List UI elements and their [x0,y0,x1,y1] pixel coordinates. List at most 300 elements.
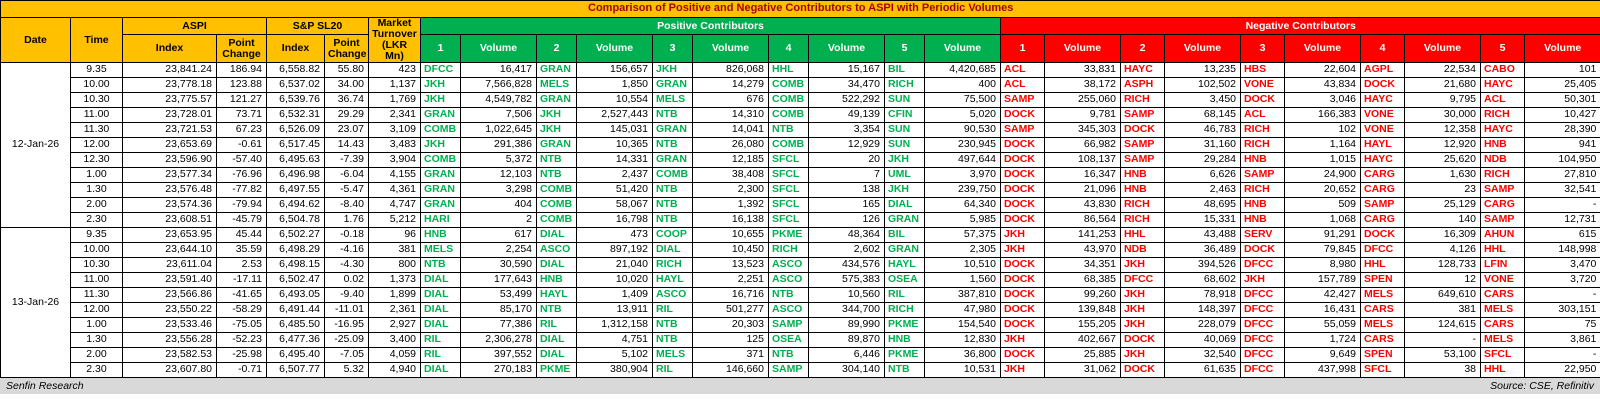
negative-volume-2-cell: 61,635 [1165,363,1241,378]
positive-volume-1-cell: 404 [461,198,537,213]
sp-index-cell: 6,495.40 [267,348,325,363]
positive-volume-1-cell: 16,417 [461,63,537,78]
sp-index-cell: 6,495.63 [267,153,325,168]
time-cell: 2.00 [71,198,123,213]
positive-ticker-5-cell: OSEA [885,273,925,288]
sp-point-change-cell: -8.40 [325,198,369,213]
aspi-index-cell: 23,576.48 [123,183,217,198]
aspi-index-cell: 23,653.95 [123,228,217,243]
negative-ticker-1-cell: DOCK [1001,153,1045,168]
sp-point-change-cell: -7.05 [325,348,369,363]
positive-volume-2-cell: 14,331 [577,153,653,168]
positive-ticker-3-cell: COOP [653,228,693,243]
positive-volume-4-cell: 7 [809,168,885,183]
negative-ticker-4-cell: DOCK [1361,228,1405,243]
sp-point-change-cell: -4.30 [325,258,369,273]
positive-ticker-2-cell: COMB [537,213,577,228]
positive-volume-5-cell: 154,540 [925,318,1001,333]
negative-volume-5-cell: 75 [1525,318,1600,333]
positive-volume-5-cell: 2,305 [925,243,1001,258]
negative-volume-4-cell: 9,795 [1405,93,1481,108]
positive-volume-2-cell: 897,192 [577,243,653,258]
positive-ticker-4-cell: HHL [769,63,809,78]
negative-ticker-4-cell: CARS [1361,333,1405,348]
positive-volume-3-cell: 20,303 [693,318,769,333]
positive-ticker-5-cell: NTB [885,363,925,378]
table-row [1,333,1600,348]
positive-ticker-2-cell: GRAN [537,63,577,78]
turnover-cell: 1,137 [369,78,421,93]
negative-ticker-4-cell: HHL [1361,258,1405,273]
negative-ticker-2-cell: DOCK [1121,363,1165,378]
positive-ticker-2-cell: MELS [537,78,577,93]
negative-volume-1-cell: 16,347 [1045,168,1121,183]
aspi-index-cell: 23,721.53 [123,123,217,138]
table-row [1,63,1600,78]
turnover-cell: 5,212 [369,213,421,228]
negative-ticker-5-cell: SAMP [1481,183,1525,198]
negative-volume-3-cell: 157,789 [1285,273,1361,288]
positive-volume-4-cell: 10,560 [809,288,885,303]
time-cell: 2.30 [71,213,123,228]
time-cell: 12.00 [71,303,123,318]
positive-ticker-2-cell: DIAL [537,258,577,273]
aspi-index-cell: 23,653.69 [123,138,217,153]
aspi-index-cell: 23,582.53 [123,348,217,363]
positive-ticker-2-cell: COMB [537,198,577,213]
negative-ticker-5-cell: SFCL [1481,348,1525,363]
positive-volume-5-cell: 12,830 [925,333,1001,348]
negative-volume-2-cell: 48,695 [1165,198,1241,213]
negative-ticker-1-cell: DOCK [1001,303,1045,318]
negative-ticker-2-cell: RICH [1121,93,1165,108]
positive-volume-2-cell: 13,911 [577,303,653,318]
negative-ticker-2-cell: SAMP [1121,108,1165,123]
negative-ticker-2-cell: HNB [1121,183,1165,198]
positive-ticker-1-cell: JKH [421,138,461,153]
negative-volume-4-cell: 1,630 [1405,168,1481,183]
negative-ticker-3-cell: ACL [1241,108,1285,123]
footer-bar [0,378,1600,394]
time-cell: 1.00 [71,318,123,333]
sp-index-cell: 6,496.98 [267,168,325,183]
positive-ticker-1-cell: RIL [421,348,461,363]
positive-rank-1-volume-header: Volume [461,35,537,63]
positive-rank-2-header: 2 [537,35,577,63]
sp-point-change-cell: 1.76 [325,213,369,228]
positive-ticker-1-cell: JKH [421,93,461,108]
negative-volume-3-cell: 55,059 [1285,318,1361,333]
negative-volume-4-cell: 12 [1405,273,1481,288]
negative-volume-1-cell: 43,830 [1045,198,1121,213]
negative-volume-2-cell: 32,540 [1165,348,1241,363]
negative-volume-2-cell: 6,626 [1165,168,1241,183]
positive-rank-4-header: 4 [769,35,809,63]
positive-volume-1-cell: 3,298 [461,183,537,198]
positive-ticker-3-cell: GRAN [653,123,693,138]
aspi-index-cell: 23,533.46 [123,318,217,333]
negative-volume-2-cell: 36,489 [1165,243,1241,258]
aspi-index-cell: 23,607.80 [123,363,217,378]
negative-ticker-5-cell: RICH [1481,108,1525,123]
negative-volume-2-cell: 148,397 [1165,303,1241,318]
negative-volume-1-cell: 9,781 [1045,108,1121,123]
negative-rank-4-header: 4 [1361,35,1405,63]
negative-ticker-5-cell: HHL [1481,363,1525,378]
negative-volume-1-cell: 33,831 [1045,63,1121,78]
negative-ticker-3-cell: HBS [1241,63,1285,78]
positive-ticker-3-cell: NTB [653,108,693,123]
sp-index-cell: 6,491.44 [267,303,325,318]
turnover-cell: 4,747 [369,198,421,213]
positive-volume-2-cell: 21,040 [577,258,653,273]
positive-rank-2-volume-header: Volume [577,35,653,63]
positive-volume-2-cell: 4,751 [577,333,653,348]
negative-ticker-1-cell: DOCK [1001,198,1045,213]
turnover-cell: 2,361 [369,303,421,318]
negative-ticker-5-cell: LFIN [1481,258,1525,273]
positive-volume-3-cell: 2,251 [693,273,769,288]
positive-volume-3-cell: 12,185 [693,153,769,168]
negative-volume-5-cell: 941 [1525,138,1600,153]
negative-ticker-1-cell: ACL [1001,63,1045,78]
negative-volume-1-cell: 139,848 [1045,303,1121,318]
positive-volume-4-cell: 126 [809,213,885,228]
positive-volume-2-cell: 380,904 [577,363,653,378]
positive-volume-1-cell: 397,552 [461,348,537,363]
time-cell: 12.00 [71,138,123,153]
positive-volume-3-cell: 14,279 [693,78,769,93]
negative-volume-3-cell: 9,649 [1285,348,1361,363]
aspi-index-cell: 23,591.40 [123,273,217,288]
negative-ticker-3-cell: DFCC [1241,303,1285,318]
sp-point-change-cell: 36.74 [325,93,369,108]
market-turnover-header: Market Turnover (LKR Mn) [369,18,421,63]
positive-ticker-2-cell: NTB [537,153,577,168]
negative-ticker-4-cell: MELS [1361,288,1405,303]
footer-source: Source: CSE, Refinitiv [1490,380,1594,393]
negative-volume-1-cell: 68,385 [1045,273,1121,288]
negative-rank-2-header: 2 [1121,35,1165,63]
positive-volume-1-cell: 270,183 [461,363,537,378]
time-header: Time [71,18,123,63]
positive-volume-5-cell: 3,970 [925,168,1001,183]
positive-volume-5-cell: 230,945 [925,138,1001,153]
positive-ticker-4-cell: NTB [769,348,809,363]
turnover-cell: 4,059 [369,348,421,363]
negative-volume-3-cell: 1,015 [1285,153,1361,168]
table-row [1,318,1600,333]
negative-ticker-2-cell: JKH [1121,318,1165,333]
table-row [1,243,1600,258]
aspi-point-change-cell: -58.29 [217,303,267,318]
negative-volume-3-cell: 16,431 [1285,303,1361,318]
positive-ticker-1-cell: DIAL [421,363,461,378]
negative-volume-1-cell: 108,137 [1045,153,1121,168]
positive-ticker-2-cell: DIAL [537,348,577,363]
negative-volume-4-cell: 128,733 [1405,258,1481,273]
positive-ticker-4-cell: NTB [769,123,809,138]
turnover-cell: 1,769 [369,93,421,108]
positive-volume-5-cell: 10,531 [925,363,1001,378]
sp-index-cell: 6,504.78 [267,213,325,228]
negative-ticker-3-cell: RICH [1241,123,1285,138]
negative-volume-3-cell: 24,900 [1285,168,1361,183]
negative-volume-3-cell: 437,998 [1285,363,1361,378]
negative-ticker-1-cell: JKH [1001,333,1045,348]
negative-ticker-5-cell: VONE [1481,273,1525,288]
positive-volume-4-cell: 434,576 [809,258,885,273]
table-row [1,153,1600,168]
positive-ticker-3-cell: MELS [653,93,693,108]
sp-point-change-cell: 29.29 [325,108,369,123]
aspi-point-change-cell: -77.82 [217,183,267,198]
sp-index-cell: 6,485.50 [267,318,325,333]
positive-ticker-4-cell: ASCO [769,273,809,288]
table-row [1,183,1600,198]
positive-ticker-5-cell: JKH [885,153,925,168]
positive-volume-2-cell: 145,031 [577,123,653,138]
negative-ticker-5-cell: HAYC [1481,123,1525,138]
negative-volume-5-cell: 10,427 [1525,108,1600,123]
sp-sl20-header: S&P SL20 [267,18,369,35]
positive-ticker-4-cell: ASCO [769,258,809,273]
positive-volume-4-cell: 15,167 [809,63,885,78]
negative-ticker-1-cell: DOCK [1001,258,1045,273]
negative-ticker-1-cell: DOCK [1001,348,1045,363]
time-cell: 11.00 [71,273,123,288]
positive-volume-2-cell: 1,312,158 [577,318,653,333]
positive-volume-3-cell: 676 [693,93,769,108]
date-cell: 12-Jan-26 [1,63,71,228]
positive-ticker-1-cell: DIAL [421,273,461,288]
negative-ticker-3-cell: DFCC [1241,348,1285,363]
positive-volume-1-cell: 77,386 [461,318,537,333]
negative-ticker-2-cell: SAMP [1121,153,1165,168]
aspi-index-cell: 23,556.28 [123,333,217,348]
turnover-cell: 1,899 [369,288,421,303]
positive-ticker-3-cell: ASCO [653,288,693,303]
positive-ticker-2-cell: DIAL [537,228,577,243]
time-cell: 1.30 [71,333,123,348]
negative-rank-3-volume-header: Volume [1285,35,1361,63]
sp-index-cell: 6,494.62 [267,198,325,213]
aspi-point-change-cell: 123.88 [217,78,267,93]
positive-volume-4-cell: 89,990 [809,318,885,333]
aspi-index-cell: 23,577.34 [123,168,217,183]
negative-rank-3-header: 3 [1241,35,1285,63]
positive-volume-4-cell: 575,383 [809,273,885,288]
negative-ticker-1-cell: DOCK [1001,288,1045,303]
positive-ticker-5-cell: SUN [885,93,925,108]
positive-volume-2-cell: 473 [577,228,653,243]
positive-volume-5-cell: 75,500 [925,93,1001,108]
negative-volume-3-cell: 166,383 [1285,108,1361,123]
positive-ticker-1-cell: JKH [421,78,461,93]
negative-volume-4-cell: 140 [1405,213,1481,228]
aspi-point-change-cell: 121.27 [217,93,267,108]
sp-point-change-cell: -9.40 [325,288,369,303]
positive-ticker-3-cell: HAYL [653,273,693,288]
sp-index-cell: 6,502.47 [267,273,325,288]
negative-volume-3-cell: 22,604 [1285,63,1361,78]
negative-ticker-2-cell: HNB [1121,168,1165,183]
time-cell: 10.30 [71,258,123,273]
aspi-index-cell: 23,644.10 [123,243,217,258]
aspi-point-change-cell: -41.65 [217,288,267,303]
negative-ticker-4-cell: CARG [1361,213,1405,228]
aspi-point-change-cell: -0.61 [217,138,267,153]
negative-volume-2-cell: 40,069 [1165,333,1241,348]
negative-ticker-4-cell: CARG [1361,183,1405,198]
table-row [1,258,1600,273]
negative-ticker-5-cell: CARS [1481,288,1525,303]
negative-ticker-4-cell: AGPL [1361,63,1405,78]
positive-ticker-4-cell: PKME [769,228,809,243]
aspi-index-cell: 23,574.36 [123,198,217,213]
positive-volume-4-cell: 138 [809,183,885,198]
negative-ticker-1-cell: JKH [1001,363,1045,378]
negative-volume-3-cell: 1,164 [1285,138,1361,153]
negative-volume-1-cell: 86,564 [1045,213,1121,228]
turnover-cell: 3,400 [369,333,421,348]
negative-volume-5-cell: 303,151 [1525,303,1600,318]
negative-volume-5-cell: 101 [1525,63,1600,78]
positive-volume-5-cell: 90,530 [925,123,1001,138]
positive-ticker-2-cell: GRAN [537,93,577,108]
positive-ticker-3-cell: NTB [653,333,693,348]
positive-volume-2-cell: 16,798 [577,213,653,228]
positive-rank-4-volume-header: Volume [809,35,885,63]
sp-point-change-cell: 55.80 [325,63,369,78]
positive-ticker-5-cell: BIL [885,228,925,243]
aspi-index-cell: 23,596.90 [123,153,217,168]
negative-volume-3-cell: 102 [1285,123,1361,138]
negative-volume-3-cell: 509 [1285,198,1361,213]
positive-ticker-5-cell: RIL [885,288,925,303]
negative-ticker-5-cell: HHL [1481,243,1525,258]
positive-ticker-1-cell: NTB [421,258,461,273]
positive-ticker-1-cell: GRAN [421,108,461,123]
positive-volume-1-cell: 4,549,782 [461,93,537,108]
turnover-cell: 800 [369,258,421,273]
negative-volume-5-cell: 27,810 [1525,168,1600,183]
positive-volume-3-cell: 16,716 [693,288,769,303]
positive-volume-5-cell: 36,800 [925,348,1001,363]
positive-ticker-3-cell: NTB [653,138,693,153]
negative-volume-4-cell: 38 [1405,363,1481,378]
sp-point-change-cell: -6.04 [325,168,369,183]
turnover-cell: 3,483 [369,138,421,153]
negative-ticker-3-cell: RICH [1241,183,1285,198]
positive-ticker-4-cell: COMB [769,108,809,123]
positive-ticker-1-cell: DIAL [421,303,461,318]
positive-volume-4-cell: 49,139 [809,108,885,123]
negative-ticker-1-cell: DOCK [1001,138,1045,153]
negative-ticker-2-cell: ASPH [1121,78,1165,93]
negative-volume-3-cell: 79,845 [1285,243,1361,258]
positive-ticker-5-cell: PKME [885,348,925,363]
sp-point-change-cell: 23.07 [325,123,369,138]
positive-volume-3-cell: 125 [693,333,769,348]
positive-ticker-3-cell: GRAN [653,78,693,93]
positive-volume-3-cell: 826,068 [693,63,769,78]
time-cell: 2.30 [71,363,123,378]
negative-volume-1-cell: 99,260 [1045,288,1121,303]
aspi-point-change-cell: 45.44 [217,228,267,243]
sp-index-cell: 6,502.27 [267,228,325,243]
positive-volume-1-cell: 1,022,645 [461,123,537,138]
positive-volume-5-cell: 4,420,685 [925,63,1001,78]
positive-volume-3-cell: 1,392 [693,198,769,213]
negative-volume-1-cell: 66,982 [1045,138,1121,153]
time-cell: 10.00 [71,78,123,93]
negative-ticker-2-cell: RICH [1121,198,1165,213]
negative-ticker-1-cell: DOCK [1001,183,1045,198]
aspi-index-cell: 23,550.22 [123,303,217,318]
aspi-point-change-cell: -45.79 [217,213,267,228]
sp-index-header: Index [267,35,325,63]
positive-volume-2-cell: 2,527,443 [577,108,653,123]
positive-volume-4-cell: 344,700 [809,303,885,318]
aspi-index-header: Index [123,35,217,63]
negative-volume-5-cell: 22,950 [1525,363,1600,378]
negative-ticker-2-cell: JKH [1121,348,1165,363]
aspi-index-cell: 23,566.86 [123,288,217,303]
negative-ticker-3-cell: DOCK [1241,93,1285,108]
positive-ticker-1-cell: COMB [421,153,461,168]
positive-ticker-1-cell: MELS [421,243,461,258]
negative-volume-3-cell: 43,834 [1285,78,1361,93]
negative-ticker-4-cell: DOCK [1361,78,1405,93]
positive-ticker-5-cell: DIAL [885,198,925,213]
negative-rank-5-volume-header: Volume [1525,35,1600,63]
negative-ticker-4-cell: SPEN [1361,348,1405,363]
negative-ticker-2-cell: DFCC [1121,273,1165,288]
negative-ticker-4-cell: DFCC [1361,243,1405,258]
negative-ticker-4-cell: MELS [1361,318,1405,333]
positive-ticker-2-cell: JKH [537,123,577,138]
turnover-cell: 2,341 [369,108,421,123]
negative-volume-2-cell: 78,918 [1165,288,1241,303]
positive-ticker-3-cell: RICH [653,258,693,273]
table-row [1,78,1600,93]
positive-rank-5-header: 5 [885,35,925,63]
negative-contributors-header: Negative Contributors [1001,18,1600,35]
negative-volume-2-cell: 102,502 [1165,78,1241,93]
positive-ticker-5-cell: RICH [885,78,925,93]
negative-volume-2-cell: 228,079 [1165,318,1241,333]
positive-ticker-3-cell: NTB [653,198,693,213]
sp-point-change-cell: -4.16 [325,243,369,258]
negative-ticker-5-cell: HAYC [1481,78,1525,93]
positive-ticker-3-cell: GRAN [653,153,693,168]
title-row [1,1,1600,18]
negative-volume-3-cell: 1,724 [1285,333,1361,348]
table-row [1,198,1600,213]
negative-volume-2-cell: 29,284 [1165,153,1241,168]
positive-ticker-2-cell: NTB [537,303,577,318]
positive-volume-3-cell: 10,655 [693,228,769,243]
negative-ticker-3-cell: DFCC [1241,288,1285,303]
turnover-cell: 1,373 [369,273,421,288]
negative-ticker-1-cell: JKH [1001,243,1045,258]
sp-index-cell: 6,537.02 [267,78,325,93]
negative-rank-1-volume-header: Volume [1045,35,1121,63]
positive-rank-3-volume-header: Volume [693,35,769,63]
aspi-point-change-cell: -57.40 [217,153,267,168]
negative-ticker-5-cell: ACL [1481,93,1525,108]
